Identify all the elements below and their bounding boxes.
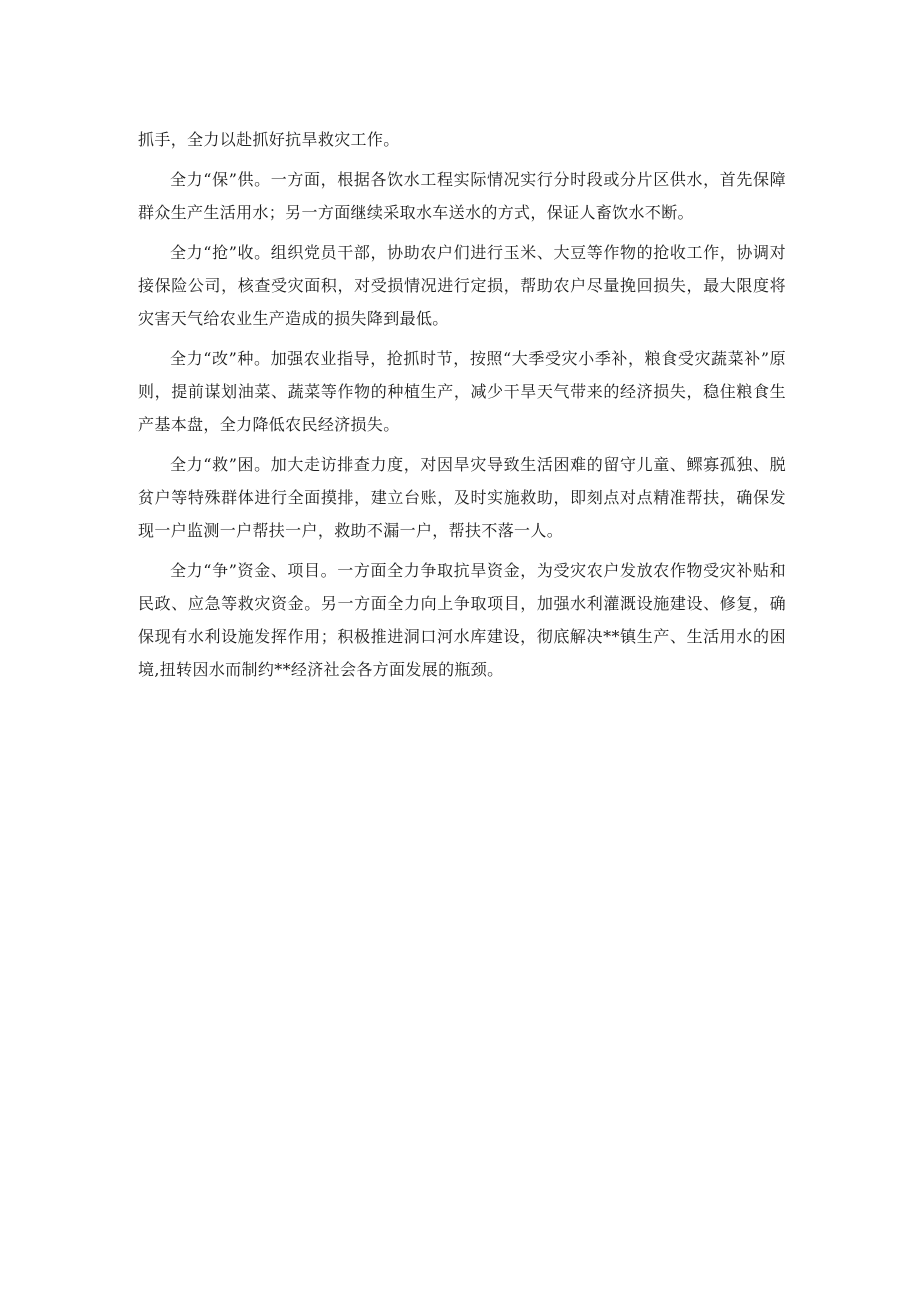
paragraph-supply: 全力“保”供。一方面，根据各饮水工程实际情况实行分时段或分片区供水，首先保障群众生产生活用水；另一方面继续采取水车送水的方式，保证人畜饮水不断。 [138,170,786,222]
paragraph-funding: 全力“争”资金、项目。一方面全力争取抗旱资金，为受灾农户发放农作物受灾补贴和民政、应急等救灾资金。另一方面全力向上争取项目，加强水利灌溉设施建设、修复，确保现有水利设施发挥作用；积极推进洞口河水库建设，彻底解决**镇生产、生活用水的困境,扭转因水而制约**经济社会各方面发展的瓶颈。 [138,561,786,679]
paragraph-harvest: 全力“抢”收。组织党员干部，协助农户们进行玉米、大豆等作物的抢收工作，协调对接保险公司，核查受灾面积，对受损情况进行定损，帮助农户尽量挽回损失，最大限度将灾害天气给农业生产造成的损失降到最低。 [138,243,786,328]
document-body [138,123,786,693]
paragraph-relief: 全力“救”困。加大走访排查力度，对因旱灾导致生活困难的留守儿童、鳏寡孤独、脱贫户等特殊群体进行全面摸排，建立台账，及时实施救助，即刻点对点精准帮扶，确保发现一户监测一户帮扶一户，救助不漏一户，帮扶不落一人。 [138,455,786,540]
paragraph-replant: 全力“改”种。加强农业指导，抢抓时节，按照“大季受灾小季补，粮食受灾蔬菜补”原则，提前谋划油菜、蔬菜等作物的种植生产，减少干旱天气带来的经济损失，稳住粮食生产基本盘，全力降低农民经济损失。 [138,349,786,434]
paragraph-continuation: 抓手，全力以赴抓好抗旱救灾工作。 [138,130,400,149]
